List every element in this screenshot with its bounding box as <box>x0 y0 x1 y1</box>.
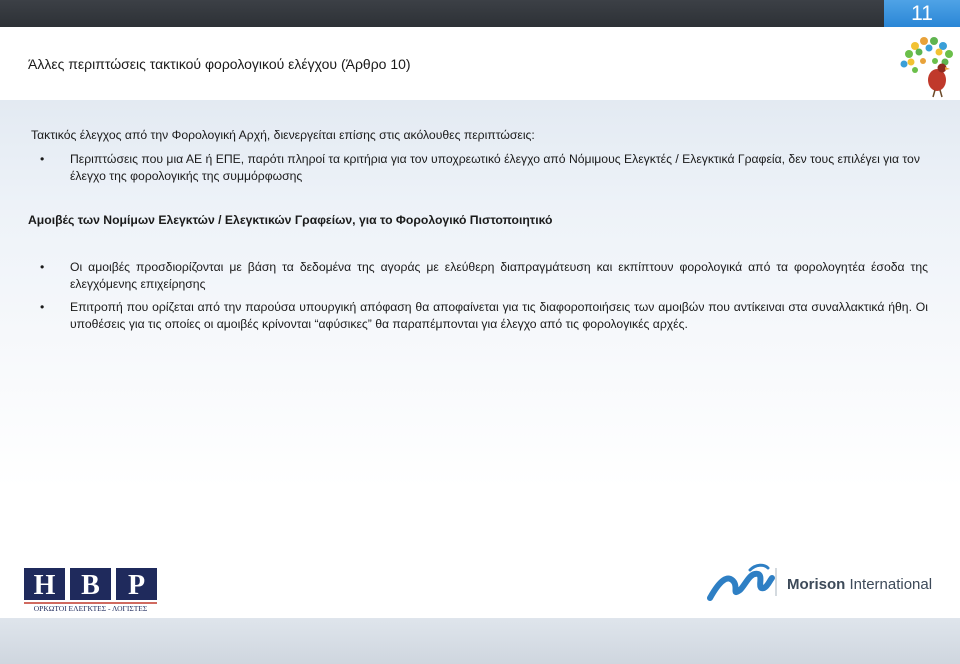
morison-swoosh-icon <box>706 560 782 610</box>
slide-title: Άλλες περιπτώσεις τακτικού φορολογικού ελέγχου (Άρθρο 10) <box>28 56 411 72</box>
hbp-logo <box>20 558 160 614</box>
peacock-icon <box>895 34 957 98</box>
hbp-logo-graphic <box>20 558 160 614</box>
bullet-icon: • <box>40 300 45 314</box>
hbp-letter: P <box>127 570 146 601</box>
hbp-tagline: ΟΡΚΩΤΟΙ ΕΛΕΓΚΤΕΣ - ΛΟΓΙΣΤΕΣ <box>33 604 148 613</box>
section-heading: Αμοιβές των Νομίμων Ελεγκτών / Ελεγκτικών Γραφείων, για το Φορολογικό Πιστοποιητικό <box>28 213 553 227</box>
list-item-text: Επιτροπή που ορίζεται από την παρούσα υπουργική απόφαση θα αποφαίνεται για τις διαφοροποιήσεις των αμοιβών που αντίκειναι στα συναλλακτικά ήθη. Οι υποθέσεις για τις οποίες οι αμοιβές κρίνονται “αφύσικες” θα παραπέμπονται για έλεγχο από τις φορολογικές αρχές. <box>70 300 928 331</box>
list-item-text: Περιπτώσεις που μια ΑΕ ή ΕΠΕ, παρότι πληροί τα κριτήρια για τον υποχρεωτικό έλεγχο από Νόμιμους Ελεγκτές / Ελεγκτικά Γραφεία, δεν τους επιλέγει για τον έλεγχο της φορολογικής της συμμόρφωσης <box>70 152 920 183</box>
list-item-text: Οι αμοιβές προσδιορίζονται με βάση τα δεδομένα της αγοράς με ελεύθερη διαπραγμάτευση και εκπίπτουν φορολογικά από τα φορολογητέα έσοδα της ελεγχόμενης επιχείρησης <box>70 260 928 291</box>
hbp-letter: H <box>33 570 56 601</box>
hbp-letter: B <box>81 570 100 601</box>
morison-logo <box>706 560 946 610</box>
morison-name-regular: International <box>845 576 933 593</box>
top-bar <box>0 0 960 27</box>
bullet-icon: • <box>40 260 45 274</box>
morison-name-bold: Morison <box>787 576 846 593</box>
page-number: 11 <box>884 0 960 27</box>
bullet-icon: • <box>40 152 45 166</box>
footer-band <box>0 618 960 664</box>
intro-text: Τακτικός έλεγχος από την Φορολογική Αρχή, διενεργείται επίσης στις ακόλουθες περιπτώσεις: <box>31 128 535 142</box>
